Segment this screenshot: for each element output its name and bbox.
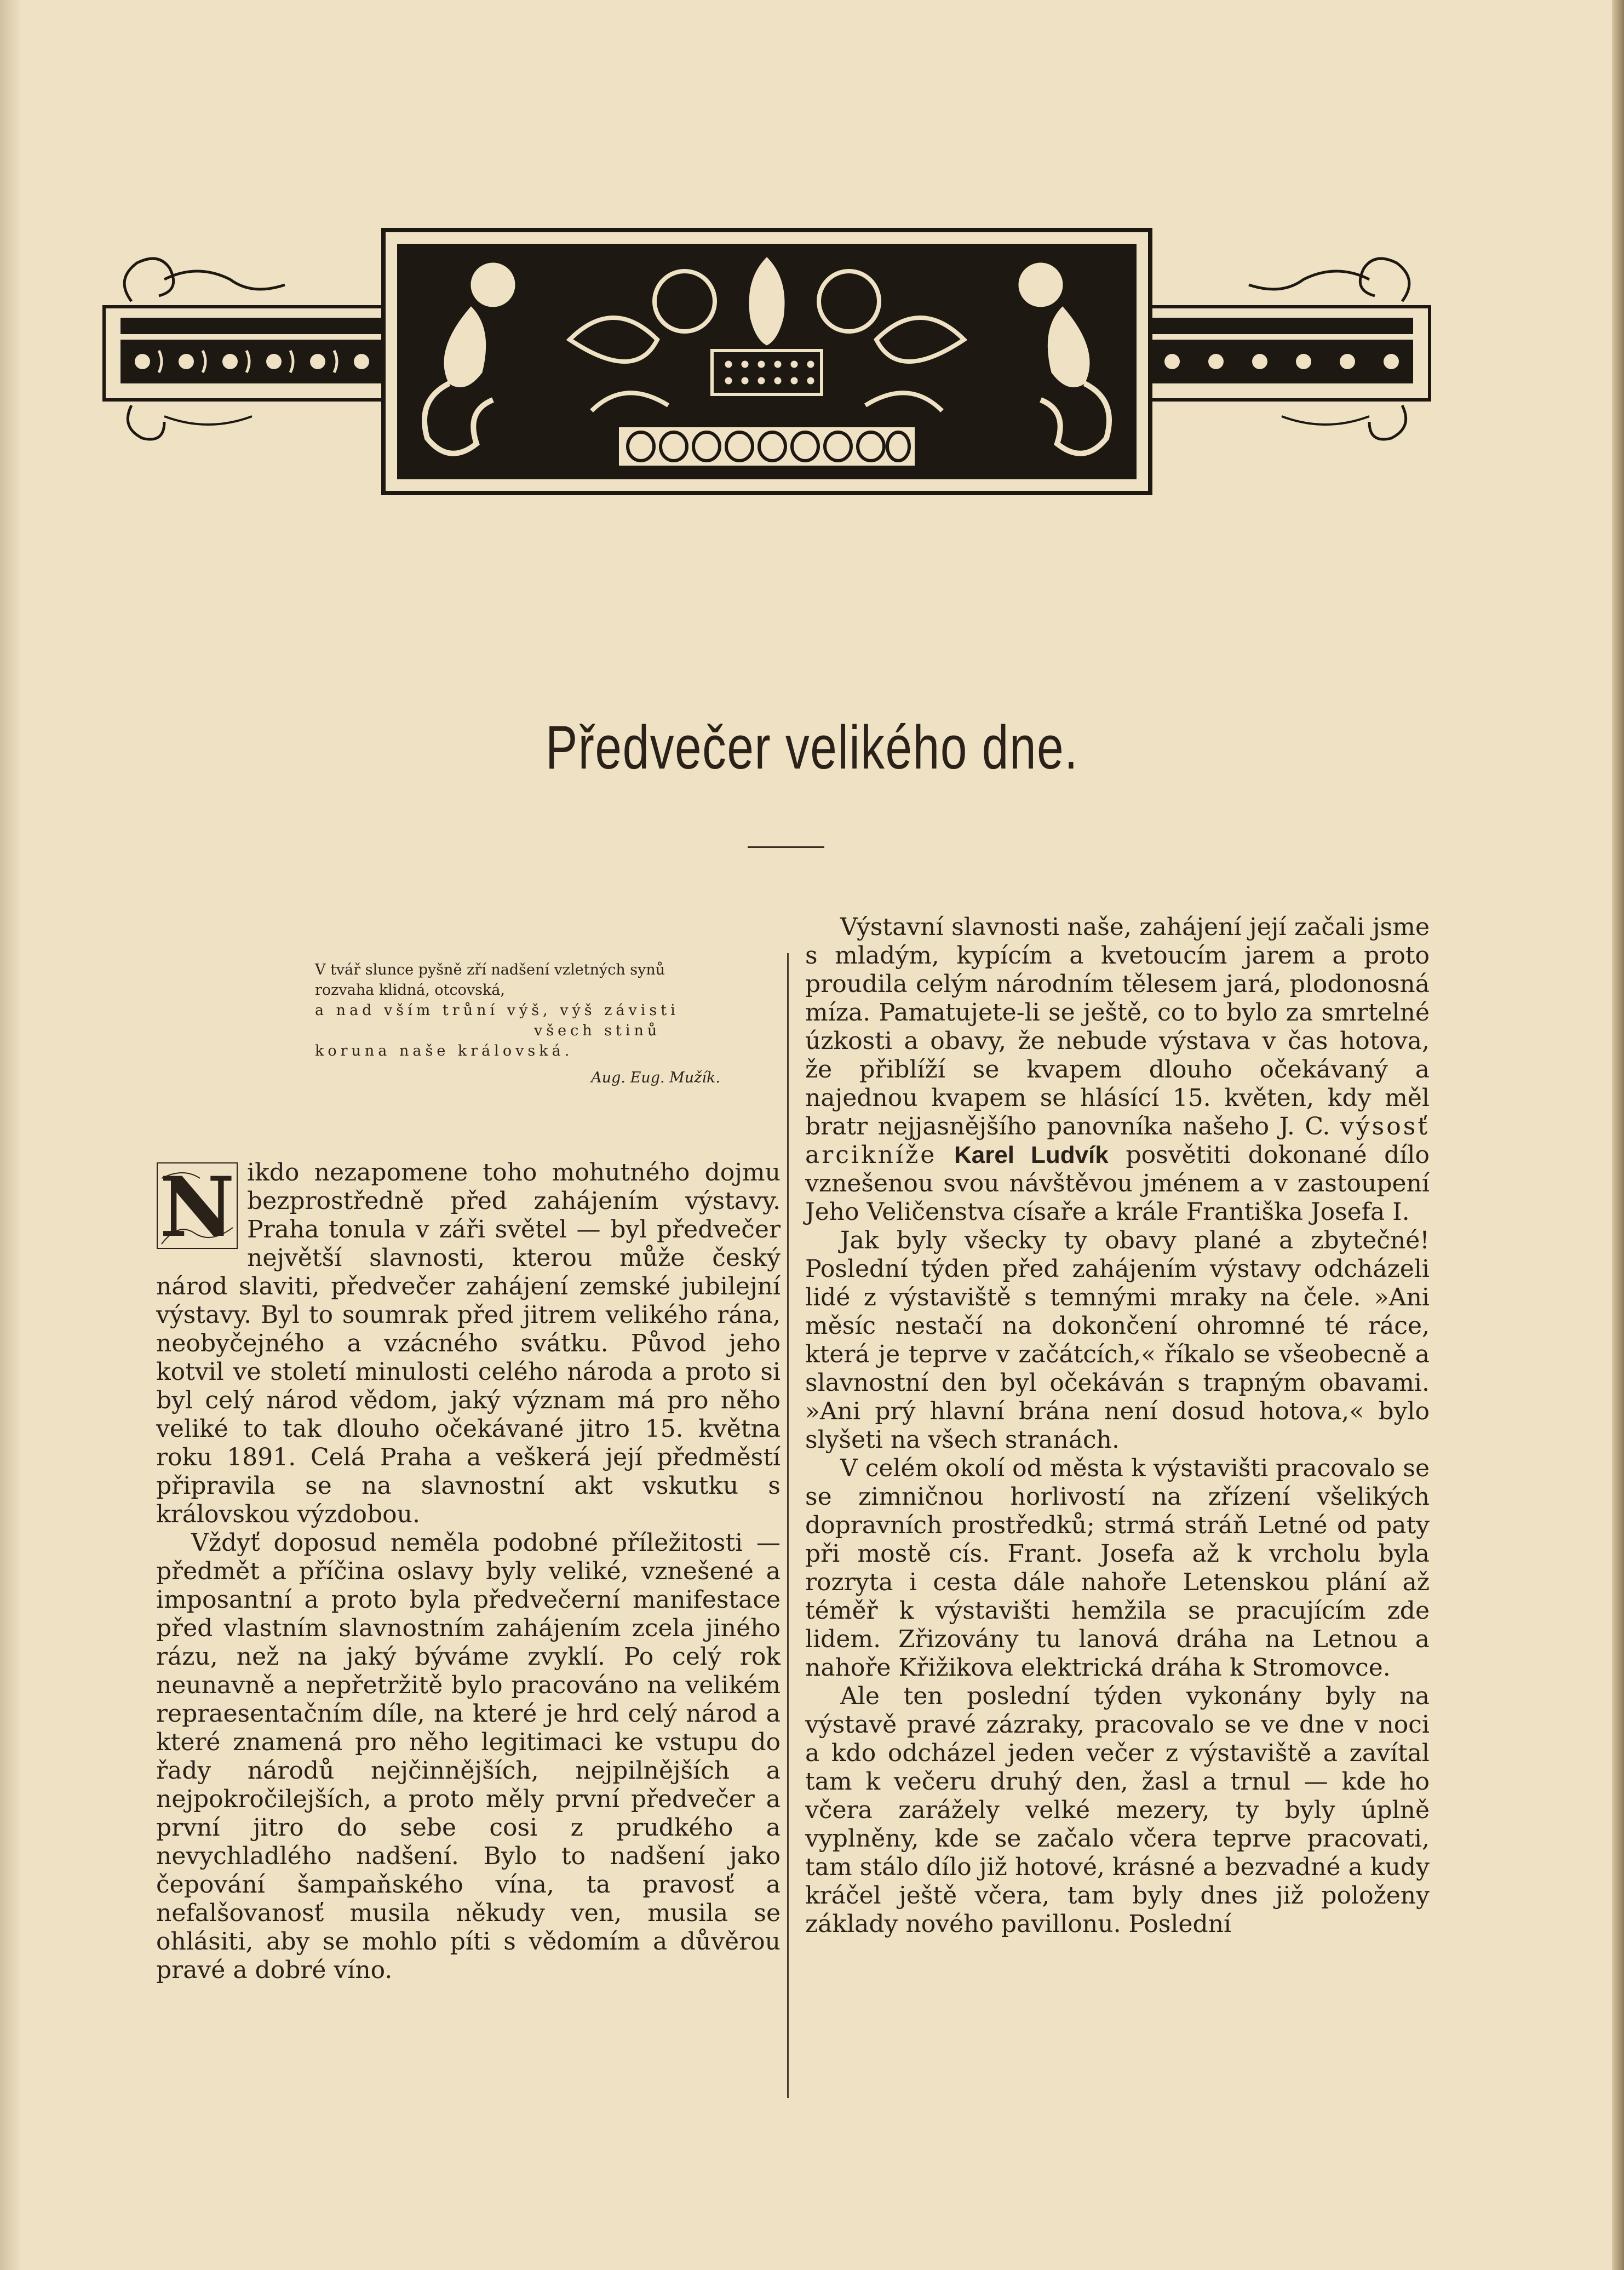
dropcap-initial: [156, 1162, 238, 1249]
paragraph-text: posvětiti dokonané dílo vznešenou svou návštěvou jménem a v zastoupení Jeho Veličenstva císaře a krále Františka Josefa I.: [805, 1141, 1430, 1226]
paragraph: Ale ten poslední týden vykonány byly na výstavě pravé zázraky, pracovalo se ve dne v noci a kdo odcházel jeden večer z výstaviště a zavítal tam k večeru druhý den, žasl a trnul — kde ho včera zarážely velké mezery, ty byly úplně vyplněny, kde se začalo včera teprve pracovati, tam stálo dílo již hotové, krásné a bezvadné a kudy kráčel ještě včera, tam byly dnes již položeny základy nového pavillonu. Poslední: [805, 1682, 1430, 1938]
epigraph-line: rozvaha klidná, otcovská,: [315, 982, 506, 999]
paragraph: [156, 1159, 781, 1529]
archduke-name: Karel Ludvík: [954, 1142, 1109, 1168]
right-column: [805, 913, 1430, 1939]
page-edge-right: [1612, 0, 1624, 2270]
epigraph: [315, 960, 731, 1088]
ornamental-header-band: [99, 219, 1435, 504]
epigraph-line: a nad vším trůní výš, výš závisti: [315, 1002, 679, 1019]
title-divider: [748, 846, 824, 848]
paragraph-text: ikdo nezapomene toho mohutného dojmu bezprostředně před zahájením výstavy. Praha tonula v záři světel — byl předvečer největší slavnosti, kterou může český národ slaviti, předvečer zahájení zemské jubilejní výstavy. Byl to soumrak před jitrem velikého rána, neobyčejného a vzácného svátku. Původ jeho kotvil ve století minulosti celého národa a proto si byl celý národ vědom, jaký význam má pro něho veliké to tak dlouho očekávané jitro 15. května roku 1891. Celá Praha a veškerá její předměstí připravila se na slavnostní akt vskutku s královskou výzdobou.: [156, 1159, 781, 1528]
epigraph-line: všech stinů: [534, 1022, 661, 1039]
paragraph: Vždyť doposud neměla podobné příležitosti — předmět a příčina oslavy byly veliké, vznešené a imposantní a proto byla předvečerní manifestace před vlastním slavnostním zahájením zcela jiného rázu, než na jaký býváme zvyklí. Po celý rok neunavně a nepřetržitě bylo pracováno na velikém repraesentačním díle, na které je hrd celý národ a které znamená pro něho legitimaci ke vstupu do řady národů nejčinnějších, nejpilnějších a nejpokročilejších, a proto měly první předvečer a první jitro do sebe cosi z prudkého a nevychladlého nadšení. Bylo to nadšení jako čepování šampaňského vína, ta pravosť a nefalšovanosť musila někudy ven, musila se ohlásiti, aby se mohlo píti s vědomím a důvěrou pravé a dobré víno.: [156, 1529, 781, 1984]
central-ornament-panel: [383, 230, 1150, 493]
page-shadow-left: [0, 0, 22, 2270]
right-ornament-band: [1145, 259, 1430, 439]
epigraph-line: koruna naše královská.: [315, 1042, 573, 1059]
paragraph: [805, 913, 1430, 1226]
epigraph-line: V tvář slunce pyšně zří nadšení vzletných synů: [315, 961, 665, 978]
column-divider: [787, 953, 789, 2098]
dropcap-letter: N: [159, 1162, 235, 1249]
page-title: Předvečer velikého dne.: [545, 713, 1079, 782]
left-column: [156, 1159, 781, 1985]
paragraph: V celém okolí od města k výstavišti pracovalo se se zimničnou horlivostí na zřízení všelikých dopravních prostředků; strmá stráň Letné od paty při mostě cís. Frant. Josefa až k vrcholu byla rozryta i cesta dále nahoře Letenskou plání až téměř k výstavišti hemžila se pracujícím zde lidem. Zřizovány tu lanová dráha na Letnou a nahoře Křižikova elektrická dráha k Stromovce.: [805, 1454, 1430, 1682]
spaced-title: výsosť arcikníže: [805, 1113, 1430, 1169]
paragraph: Jak byly všecky ty obavy plané a zbytečné! Poslední týden před zahájením výstavy odcházeli lidé z výstaviště s temnými mraky na čele. »Ani měsíc nestačí na dokončení ohromné té ráce, která je teprve v začátcích,« říkalo se všeobecně a slavnostní den byl očekáván s trapným obavami. »Ani prý hlavní brána není dosud hotova,« bylo slyšeti na všech stranách.: [805, 1226, 1430, 1454]
paragraph-text: Výstavní slavnosti naše, zahájení její začali jsme s mladým, kypícím a kvetoucím jarem a proto proudila celým národním tělesem jará, plodonosná míza. Pamatujete-li se ještě, co to bylo za smrtelné úzkosti a obavy, že nebude výstava v čas hotova, že přiblíží se kvapem dlouho očekávaný a najednou kvapem se hlásící 15. květen, kdy měl bratr nejjasnějšího panovníka našeho J. C.: [805, 913, 1430, 1140]
epigraph-author: Aug. Eug. Mužík.: [591, 1069, 720, 1086]
left-ornament-band: [104, 259, 389, 439]
